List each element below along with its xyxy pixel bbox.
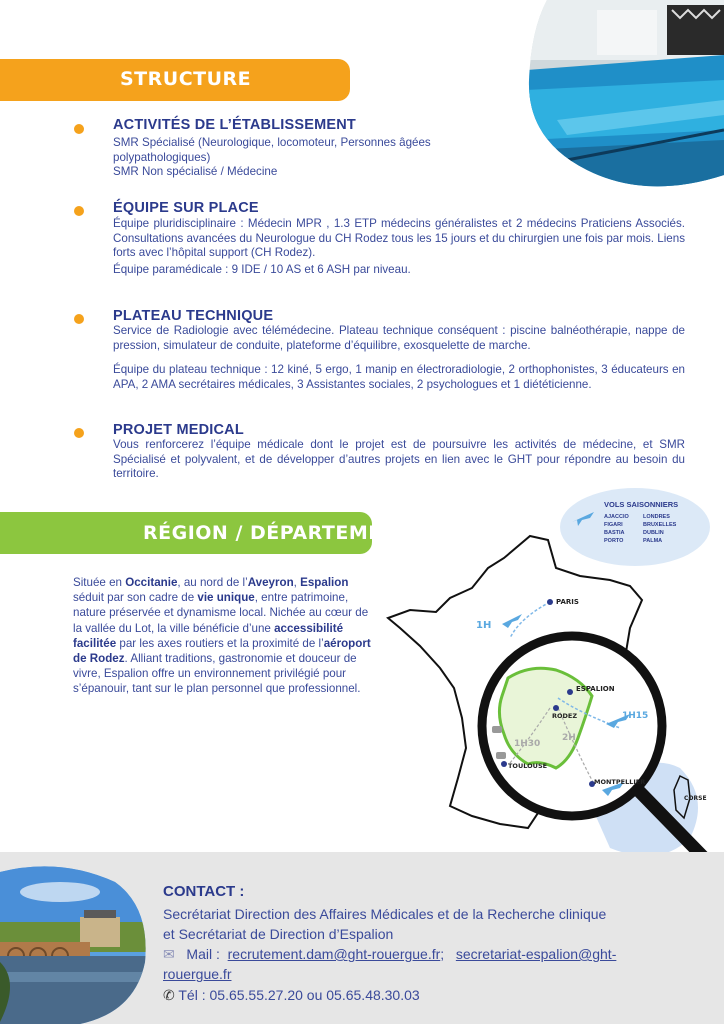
- bullet-icon: [74, 428, 84, 438]
- time-1h: 1H: [476, 620, 492, 631]
- corse-label: CORSE: [684, 795, 707, 802]
- projet-paragraph: Vous renforcerez l’équipe médicale dont le projet est de poursuivre les activités de médecine, et SMR Spécialisé et polyvalent, et de développer d’autres projets en lien avec le GHT pour répondre au besoin du territoire.: [113, 438, 685, 481]
- phone-icon: ✆: [163, 987, 175, 1003]
- contact-line-1: Secrétariat Direction des Affaires Médicales et de la Recherche clinique: [163, 906, 607, 922]
- email-link-espalion[interactable]: secretariat-espalion@ght-: [455, 946, 617, 962]
- flight-city: AJACCIO: [604, 514, 629, 520]
- region-text-bold: accessibilité facilitée: [73, 621, 344, 650]
- section-text-activites: [113, 136, 493, 180]
- paris-marker: [547, 599, 553, 605]
- flight-city: PORTO: [604, 538, 624, 544]
- pool-photo: [527, 0, 724, 188]
- flight-city: PALMA: [643, 538, 663, 544]
- region-text-part: séduit par son cadre de: [73, 591, 198, 605]
- mail-label: Mail :: [186, 946, 220, 962]
- contact-mail-row: [163, 946, 715, 963]
- flight-city: FIGARI: [604, 522, 623, 528]
- plane-icon: [502, 614, 522, 628]
- activites-line-2: polypathologiques): [113, 150, 211, 164]
- espalion-photo: [0, 862, 150, 1024]
- activites-line-3: SMR Non spécialisé / Médecine: [113, 165, 278, 179]
- section-title-equipe: ÉQUIPE SUR PLACE: [113, 200, 259, 216]
- contact-phone-row: [163, 987, 420, 1004]
- section-title-activites: ACTIVITÉS DE L’ÉTABLISSEMENT: [113, 117, 356, 133]
- flight-city: BRUXELLES: [643, 522, 677, 528]
- region-text-bold: Aveyron: [247, 576, 294, 589]
- france-map: [380, 528, 724, 884]
- region-text-part: Alliant traditions, gastronomie et douceur de vivre, Espalion offre un environnement privilégié pour s’épanouir, tant sur le plan personnel que professionnel.: [73, 652, 361, 696]
- region-text-bold: vie unique: [197, 591, 255, 605]
- region-text-part: , au nord de l’: [177, 576, 248, 589]
- region-text-part: .: [124, 652, 128, 666]
- time-1h30: 1H30: [514, 739, 541, 749]
- flight-city: LONDRES: [643, 514, 670, 520]
- espalion-label: ESPALION: [576, 685, 615, 693]
- paris-label: PARIS: [556, 598, 579, 606]
- phone-text: Tél : 05.65.55.27.20 ou 05.65.48.30.03: [178, 987, 420, 1003]
- section-title-plateau: PLATEAU TECHNIQUE: [113, 308, 274, 324]
- contact-mail-row-cont: [163, 966, 231, 982]
- time-2h: 2H: [562, 733, 576, 743]
- region-text-part: , entre patrimoine, nature préservée et dynamisme local. Nichée au cœur de la vallée du Lot, la ville bénéficie d’une: [73, 591, 369, 635]
- mail-icon: ✉: [163, 946, 175, 962]
- email-link-dam[interactable]: recrutement.dam@ght-rouergue.fr: [227, 946, 441, 962]
- rodez-label: RODEZ: [552, 712, 578, 720]
- bullet-icon: [74, 314, 84, 324]
- flight-city: DUBLIN: [643, 530, 664, 536]
- region-text-part: par les axes routiers et la proximité de l’: [116, 636, 324, 650]
- region-text-part: Située en: [73, 576, 126, 589]
- plane-icon: [570, 508, 596, 528]
- bullet-icon: [74, 206, 84, 216]
- montpellier-label: MONTPELLIER: [594, 778, 646, 786]
- region-text-bold: Espalion: [300, 576, 349, 589]
- structure-banner-title: STRUCTURE: [120, 68, 252, 90]
- time-1h15: 1H15: [622, 711, 649, 721]
- region-description: [73, 575, 373, 697]
- email-link-espalion-cont[interactable]: rouergue.fr: [163, 966, 232, 982]
- car-icon: [496, 752, 506, 759]
- region-banner-title: RÉGION / DÉPARTEMENT: [143, 522, 412, 544]
- region-text-part: ,: [293, 576, 297, 589]
- car-icon: [492, 726, 502, 733]
- section-title-projet: PROJET MEDICAL: [113, 422, 244, 438]
- seasonal-flights-title: VOLS SAISONNIERS: [604, 500, 679, 509]
- region-text-bold: Occitanie: [125, 576, 178, 589]
- toulouse-marker: [501, 761, 507, 767]
- rodez-marker: [553, 705, 559, 711]
- espalion-marker: [567, 689, 573, 695]
- region-text-bold: aéroport de Rodez: [73, 636, 371, 666]
- plateau-paragraph-1: Service de Radiologie avec télémédecine. Plateau technique conséquent : piscine balnéothérapie, nappe de pression, simulateur de conduite, plateforme d’équilibre, exosquelette de marche.: [113, 324, 685, 352]
- equipe-paragraph-1: Équipe pluridisciplinaire : Médecin MPR , 1.3 ETP médecins généralistes et 2 médecins Praticiens Associés. Consultations avancées du Neurologue du CH Rodez tous les 15 jours et du chirurgien une fois par mois. Liens forts avec l’hôpital support (CH Rodez).: [113, 217, 685, 260]
- email-separator: ;: [440, 946, 445, 962]
- contact-title: CONTACT :: [163, 883, 245, 900]
- bullet-icon: [74, 124, 84, 134]
- flight-city: BASTIA: [604, 530, 625, 536]
- activites-line-1: SMR Spécialisé (Neurologique, locomoteur, Personnes âgées: [113, 136, 431, 149]
- toulouse-label: TOULOUSE: [508, 762, 548, 770]
- plateau-paragraph-2: Équipe du plateau technique : 12 kiné, 5 ergo, 1 manip en électroradiologie, 2 orthophonistes, 3 éducateurs en APA, 2 AMA secrétaires médicales, 3 Assistantes sociales, 2 psychologues et 1 diététicienne.: [113, 363, 685, 391]
- equipe-paragraph-2: Équipe paramédicale : 9 IDE / 10 AS et 6 ASH par niveau.: [113, 263, 411, 276]
- contact-line-2: et Secrétariat de Direction d’Espalion: [163, 926, 394, 942]
